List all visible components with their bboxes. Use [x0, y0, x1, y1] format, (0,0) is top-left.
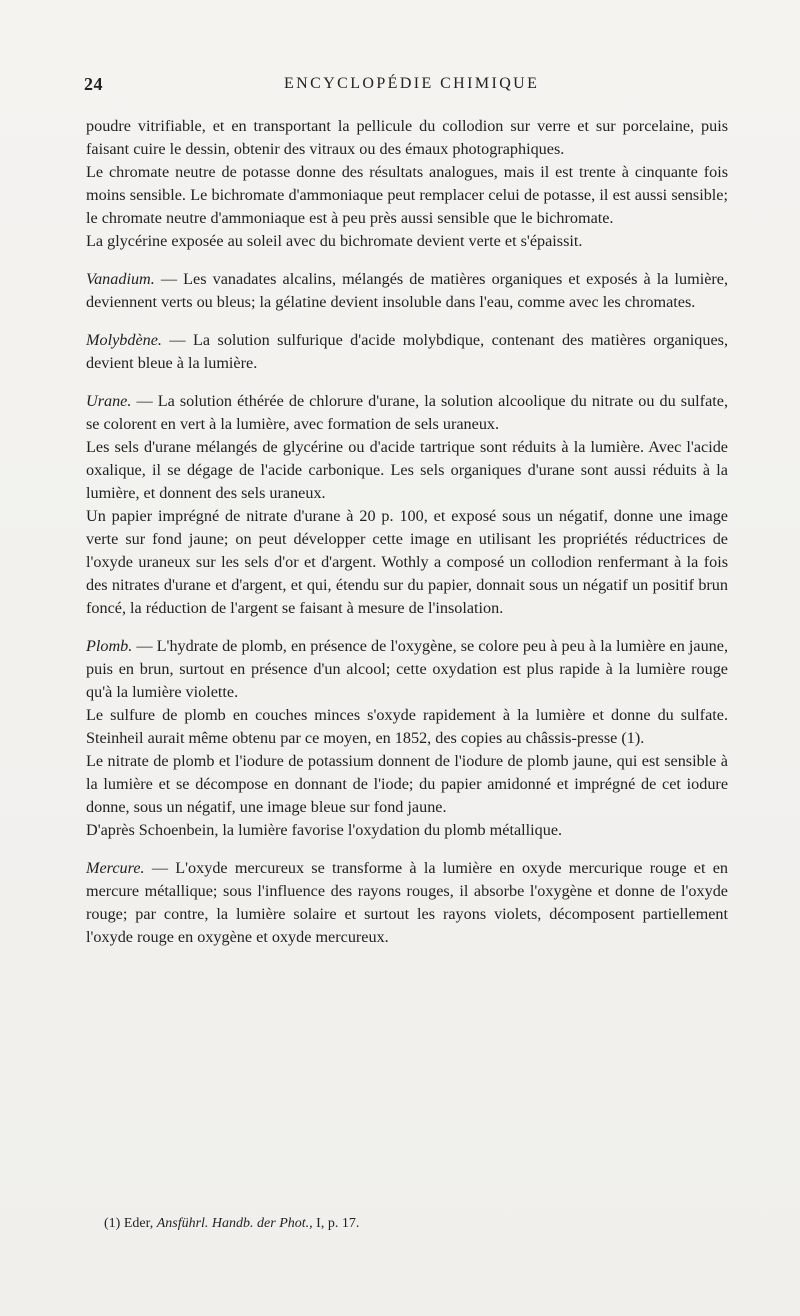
page-number: 24: [84, 74, 103, 94]
page-header: [84, 74, 724, 98]
paragraph-1: poudre vitrifiable, et en transportant la pellicule du collodion sur verre et sur porcelaine, puis faisant cuire le dessin, obtenir des vitraux ou des émaux photographiques.: [86, 117, 728, 158]
section-lead-molybdene: Molybdène.: [86, 331, 162, 349]
section-lead-urane: Urane.: [86, 392, 132, 410]
footnote-author: Eder,: [123, 1216, 154, 1231]
footnote-marker: (1): [104, 1216, 121, 1231]
footnote-work: Ansführl. Handb. der Phot.,: [156, 1216, 313, 1231]
paragraph-urane: Urane. — La solution éthérée de chlorure d'urane, la solution alcoolique du nitrate ou du sulfate, se colorent en vert à la lumière, avec formation de sels uraneux.: [86, 392, 728, 433]
running-head: ENCYCLOPÉDIE CHIMIQUE: [284, 75, 540, 92]
paragraph-vanadium: Vanadium. — Les vanadates alcalins, mélangés de matières organiques et exposés à la lumière, deviennent verts ou bleus; la gélatine devient insoluble dans l'eau, comme avec les chromates.: [86, 270, 728, 311]
paragraph-mercure: Mercure. — L'oxyde mercureux se transforme à la lumière en oxyde mercurique rouge et en mercure métallique; sous l'influence des rayons rouges, il absorbe l'oxygène et donne de l'oxyde rouge; par contre, la lumière solaire et surtout les rayons violets, décomposent partiellement l'oxyde rouge en oxygène et oxyde mercureux.: [86, 859, 728, 946]
paragraph-12: D'après Schoenbein, la lumière favorise l'oxydation du plomb métallique.: [86, 821, 563, 839]
paragraph-8: Un papier imprégné de nitrate d'urane à 20 p. 100, et exposé sous un négatif, donne une image verte sur fond jaune; on peut développer cette image en utilisant les propriétés réductrices de l'oxyde uraneux sur les sels d'or et d'argent. Wothly a composé un collodion renfermant à la fois des nitrates d'urane et d'argent, et qui, étendu sur du papier, donnait sous un négatif un positif brun foncé, la réduction de l'argent se faisant à mesure de l'insolation.: [86, 507, 728, 617]
section-lead-plomb: Plomb.: [86, 637, 133, 655]
paragraph-10: Le sulfure de plomb en couches minces s'oxyde rapidement à la lumière et donne du sulfate. Steinheil aurait même obtenu par ce moyen, en 1852, des copies au châssis-presse (1).: [86, 706, 728, 747]
paragraph-plomb: Plomb. — L'hydrate de plomb, en présence de l'oxygène, se colore peu à peu à la lumière en jaune, puis en brun, surtout en présence d'un alcool; cette oxydation est plus rapide à la lumière rouge qu'à la lumière violette.: [86, 637, 728, 701]
body-text: [86, 115, 728, 949]
paragraph-2: Le chromate neutre de potasse donne des résultats analogues, mais il est trente à cinquante fois moins sensible. Le bichromate d'ammoniaque peut remplacer celui de potasse, il est aussi sensible; le chromate neutre d'ammoniaque est à peu près aussi sensible que le bichromate.: [86, 163, 728, 227]
section-lead-vanadium: Vanadium.: [86, 270, 155, 288]
section-lead-mercure: Mercure.: [86, 859, 145, 877]
paragraph-3: La glycérine exposée au soleil avec du bichromate devient verte et s'épaissit.: [86, 232, 583, 250]
paragraph-7: Les sels d'urane mélangés de glycérine ou d'acide tartrique sont réduits à la lumière. Avec l'acide oxalique, il se dégage de l'acide carbonique. Les sels organiques d'urane sont aussi réduits à la lumière, et donnent des sels uraneux.: [86, 438, 728, 502]
paragraph-molybdene: Molybdène. — La solution sulfurique d'acide molybdique, contenant des matières organiques, devient bleue à la lumière.: [86, 331, 728, 372]
footnote: [104, 1216, 359, 1232]
paragraph-11: Le nitrate de plomb et l'iodure de potassium donnent de l'iodure de plomb jaune, qui est sensible à la lumière et se décompose en donnant de l'iode; du papier amidonné et imprégné de cet iodure donne, sous un négatif, une image bleue sur fond jaune.: [86, 752, 728, 816]
footnote-ref: I, p. 17.: [316, 1216, 360, 1231]
